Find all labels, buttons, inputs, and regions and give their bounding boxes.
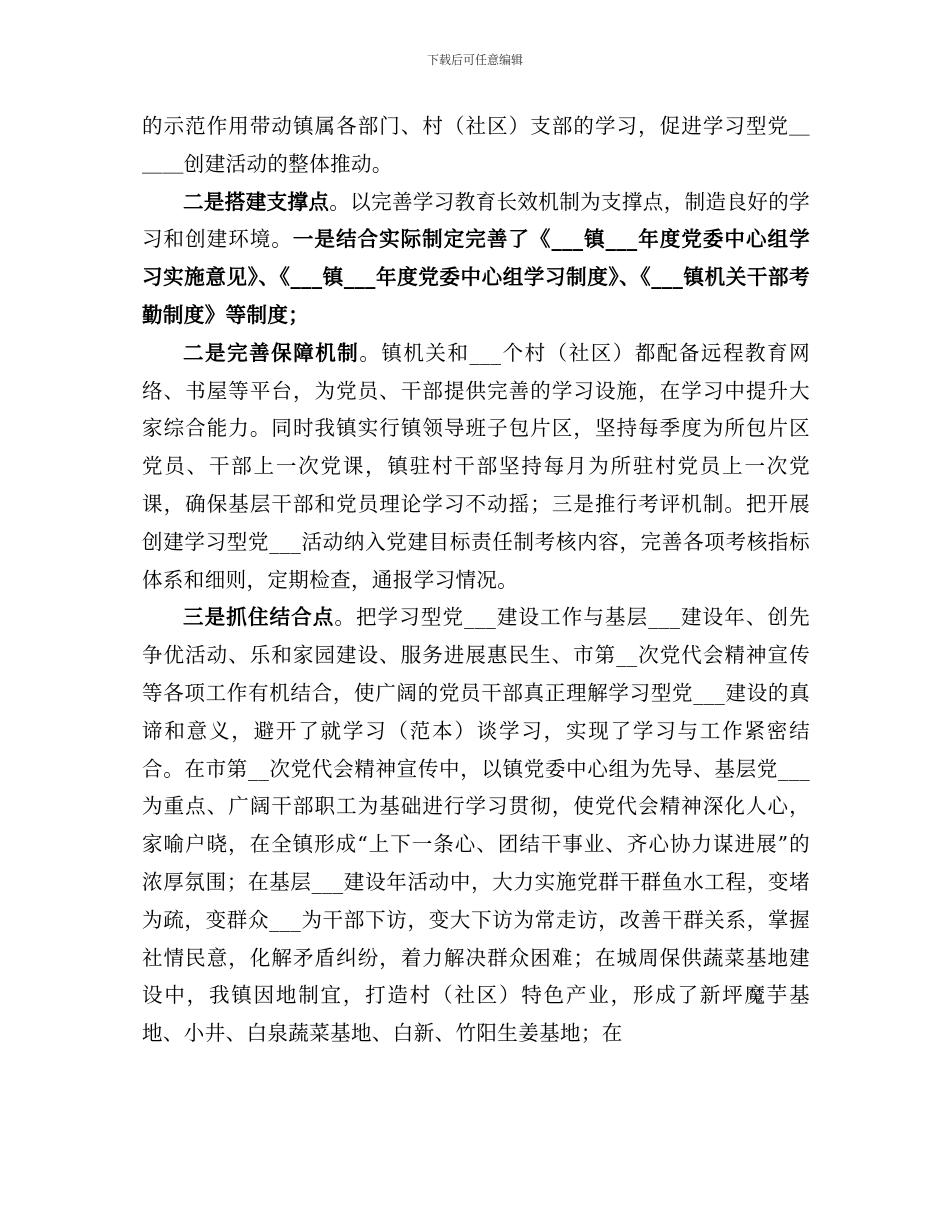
paragraph-4-lead: 三是抓住结合点	[183, 605, 335, 630]
paragraph-3	[142, 335, 810, 600]
paragraph-4-text: 。把学习型党___建设工作与基层___建设年、创先争优活动、乐和家园建设、服务进展惠民生、市第__次党代会精神宣传等各项工作有机结合，使广阔的党员干部真正理解学习型党___建设的真谛和意义，避开了就学习（范本）谈学习，实现了学习与工作紧密结合。在市第__次党代会精神宣传中，以镇党委中心组为先导、基层党___为重点、广阔干部职工为基础进行学习贯彻，使党代会精神深化人心，家喻户晓，在全镇形成“上下一条心、团结干事业、齐心协力谋进展”的浓厚氛围；在基层___建设年活动中，大力实施党群干群鱼水工程，变堵为疏，变群众___为干部下访，变大下访为常走访，改善干群关系，掌握社情民意，化解矛盾纠纷，着力解决群众困难；在城周保供蔬菜基地建设中，我镇因地制宜，打造村（社区）特色产业，形成了新坪魔芋基地、小井、白泉蔬菜基地、白新、竹阳生姜基地；在	[142, 605, 810, 1046]
paragraph-2-text: 。以完善学习教育长效机制为支撑点，制造良好的学习和创建环境。	[142, 189, 811, 252]
paragraph-3-lead: 二是完善保障机制	[183, 340, 360, 365]
page-header: 下载后可任意编辑	[426, 53, 523, 67]
document-body	[142, 108, 810, 1053]
paragraph-2-bold-text: 一是结合实际制定完善了《___镇___年度党委中心组学习实施意见》、《___镇___年度党委中心组学习制度》、《___镇机关干部考勤制度》等制度；	[142, 227, 810, 327]
paragraph-2	[142, 184, 810, 335]
paragraph-1: 的示范作用带动镇属各部门、村（社区）支部的学习，促进学习型党＿＿＿创建活动的整体推动。	[142, 114, 810, 176]
paragraph-3-text: 。镇机关和___个村（社区）都配备远程教育网络、书屋等平台，为党员、干部提供完善的学习设施，在学习中提升大家综合能力。同时我镇实行镇领导班子包片区，坚持每季度为所包片区党员、干部上一次党课，镇驻村干部坚持每月为所驻村党员上一次党课，确保基层干部和党员理论学习不动摇；三是推行考评机制。把开展创建学习型党___活动纳入党建目标责任制考核内容，完善各项考核指标体系和细则，定期检查，通报学习情况。	[142, 340, 810, 592]
paragraph-2-lead: 二是搭建支撑点	[183, 189, 330, 214]
paragraph-4	[142, 599, 810, 1053]
